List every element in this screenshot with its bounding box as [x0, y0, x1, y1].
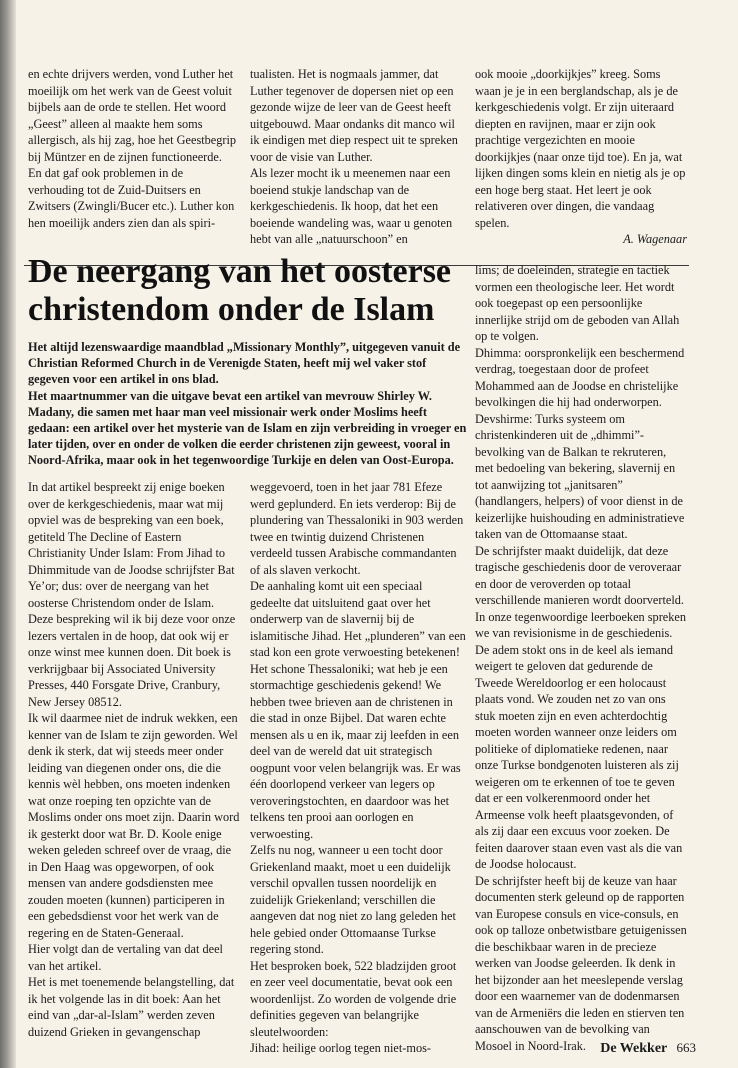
paragraph: en echte drijvers werden, vond Luther het moeilijk om het werk van de Geest voluit bijbels aan de orde te stellen. Het woord „Geest” alleen al maakte hem soms allergisch, als hij zag, hoe het Geestbegrip bij Müntzer en de zijnen functioneerde. — [28, 67, 237, 164]
paragraph: weggevoerd, toen in het jaar 781 Efeze werd geplunderd. En iets verderop: Bij de plundering van Thessaloniki in 903 werden twee en twintig duizend Christenen verdeeld tussen Arabische commandanten of als slaven verkocht. — [250, 480, 464, 577]
paragraph: tualisten. Het is nogmaals jammer, dat Luther tegenover de dopersen niet op een gezonde wijze de leer van de Geest heeft uitgebouwd. Maar ondanks dit manco wil ik eindigen met diep respect uit te spreken voor de visie van Luther. — [250, 67, 458, 164]
paragraph: Het is met toenemende belangstelling, dat ik het volgende las in dit boek: Aan het eind van „dar-al-Islam” werden zeven duizend Grieken in gevangenschap — [28, 975, 235, 1039]
definition-devshirme: Devshirme: Turks systeem om christenkinderen uit de „dhimmi”-bevolking van de Balkan te rekruteren, met bedoeling van bekering, slavernij en tot aanwijzing tot „janitsaren” (handlangers, helpers) of voor dienst in de keizerlijke huishouding en administratieve taken van de Ottomaanse staat. — [475, 411, 685, 541]
paragraph: Als lezer mocht ik u meenemen naar een boeiend stukje landschap van de kerkgeschiedenis. Ik hoop, dat het een boeiende wandeling was, waar u genoten hebt van alle „natuurschoon” en — [250, 166, 453, 246]
paragraph: ook mooie „doorkijkjes” kreeg. Soms waan je je in een berglandschap, als je de kerkgeschiedenis volgt. Er zijn uiteraard diepten en ravijnen, maar er zijn ook prachtige vergezichten en mooie doorkijkjes (naar onze tijd toe). En ja, wat lijken dingen soms klein en nietig als je op een hoge berg staat. Het leert je ook relativeren over dingen, die vandaag spelen. — [475, 67, 686, 230]
article-column-2 — [250, 479, 466, 1055]
paragraph: Hier volgt dan de vertaling van dat deel van het artikel. — [28, 942, 223, 973]
paragraph: Zelfs nu nog, wanneer u een tocht door Griekenland maakt, moet u een duidelijk verschil opvallen tussen noordelijk en zuidelijk Griekenland; verschillen die aangeven dat nog niet zo lang geleden het hele gebied onder Ottomaanse Turkse regering stond. — [250, 843, 456, 956]
intro-paragraph: Het maartnummer van die uitgave bevat een artikel van mevrouw Shirley W. Madany, die samen met haar man veel missionair werk onder Moslims heeft gedaan: een artikel over het mysterie van de Islam en zijn verbreiding in vroeger en later tijden, over en onder de volken die eerder christenen zijn geweest, vooral in Noord-Afrika, maar ook in het tegenwoordige Turkije en delen van Oost-Europa. — [28, 388, 467, 468]
page-number: 663 — [676, 1040, 696, 1055]
page-footer — [600, 1040, 696, 1057]
paragraph: In dat artikel bespreekt zij enige boeken over de kerkgeschiedenis, maar wat mij opviel was de bespreking van een boek, getiteld The Decline of Eastern Christianity Under Islam: From Jihad to Dhimmitude van de Joodse schrijfster Bat Ye’or; dus: over de neergang van het oosterse Christendom onder de Islam. Deze bespreking wil ik bij deze voor onze lezers vertalen in de hoop, dat ook wij er onze winst mee kunnen doen. Dit boek is verkrijgbaar bij Associated University Presses, 440 Forsgate Drive, Cranbury, New Jersey 08512. — [28, 480, 236, 709]
magazine-name: De Wekker — [600, 1041, 668, 1056]
article-intro — [28, 339, 468, 469]
previous-article-column-3 — [475, 66, 687, 262]
paragraph: De schrijfster heeft bij de keuze van haar documenten sterk geleund op de rapporten van Europese consuls en vice-consuls, en ook op talloze onbetwistbare getuigenissen die beschikbaar waren in de precieze werken van Joodse geleerden. Ik denk in het bijzonder aan het meeslepende verslag door een waarnemer van de dodenmarsen van de Armeniërs die leden en stierven ten aanschouwen van de bevolking van Mosoel in Noord-Irak. — [475, 873, 687, 1053]
paragraph: lims; de doeleinden, strategie en tactiek vormen een theologische leer. Het wordt ook toegepast op een persoonlijke innerlijke strijd om de geboden van Allah op te volgen. — [475, 263, 680, 343]
paragraph: Ik wil daarmee niet de indruk wekken, een kenner van de Islam te zijn geworden. Wel denk ik sterk, dat wij steeds meer onder leiding van diegenen onder ons, die die kennis wèl hebben, ons moeten indenken wat onze roeping ten opzichte van de Moslims onder ons moet zijn. Daarin word ik gesterkt door wat Br. D. Koole enige weken geleden schreef over de vraag, die in Den Haag was opgeworpen, of ook mensen van andere godsdiensten mee zouden moeten (kunnen) participeren in een gebedsdienst voor het werk van de regering en de Staten-Generaal. — [28, 711, 240, 940]
paragraph: Het schone Thessaloniki; wat heb je een stormachtige geschiedenis gekend! We hebben twee brieven aan de christenen in die stad in onze Bijbel. Dat waren echte mensen als u en ik, maar zij leefden in een deel van de wereld dat uit strategisch oogpunt voor velen belangrijk was. Er was één doorlopend verkeer van legers op veroveringstochten, en daardoor was het telkens ten prooi aan oorlogen en verwoesting. — [250, 661, 461, 841]
paragraph: Het besproken boek, 522 bladzijden groot en zeer veel documentatie, bevat ook een woordenlijst. Zo worden de volgende drie definities gegeven van belangrijke sleutelwoorden: — [250, 958, 457, 1039]
definition-dhimma: Dhimma: oorspronkelijk een beschermend verdrag, toegestaan door de profeet Mohammed aan de Joodse en christelijke bevolkingen die hij had onderworpen. — [475, 345, 685, 409]
intro-paragraph: Het altijd lezenswaardige maandblad „Missionary Monthly”, uitgegeven vanuit de Christian Reformed Church in de Verenigde Staten, heeft mij wel vaker stof gegeven voor een artikel in ons blad. — [28, 340, 461, 387]
scan-binding-edge — [0, 0, 16, 1068]
article-title: De neergang van het oosterse christendom onder de Islam — [28, 253, 452, 328]
paragraph: En dat gaf ook problemen in de verhouding tot de Zuid-Duitsers en Zwitsers (Zwingli/Bucer etc.). Luther kon hen moeilijk anders zien dan als spiri- — [28, 166, 235, 230]
paragraph: Jihad: heilige oorlog tegen niet-mos- — [250, 1041, 431, 1055]
paragraph: De aanhaling komt uit een speciaal gedeelte dat uitsluitend gaat over het onderwerp van de slavernij bij de islamitische Jihad. Het „plunderen” van een stad kon een grote verwoesting betekenen! — [250, 579, 466, 659]
paragraph: De schrijfster maakt duidelijk, dat deze tragische geschiedenis door de veroveraar en door de veroverden op totaal verschillende manieren wordt doorverteld. In onze tegenwoordige leerboeken spreken we van revisionisme in de geschiedenis. De adem stokt ons in de keel als iemand weigert te geloven dat gedurende de Tweede Wereldoorlog er een holocaust plaats vond. We zouden net zo van ons stuk moeten zijn en even achterdochtig moeten worden wanneer onze leiders om politieke of diplomatieke redenen, naar onze Turkse bondgenoten luisteren als zij weigeren om te erkennen of toe te geven dat er een volkerenmoord onder het Armeense volk heeft plaatsgevonden, of als zij daar een excuus voor zoeken. De feiten daarover staan even vast als die van de Joodse holocaust. — [475, 543, 687, 871]
previous-article-column-2 — [250, 66, 466, 262]
article-column-1 — [28, 479, 240, 1039]
author-signature: A. Wagenaar — [623, 232, 687, 246]
previous-article-column-1 — [28, 66, 240, 262]
